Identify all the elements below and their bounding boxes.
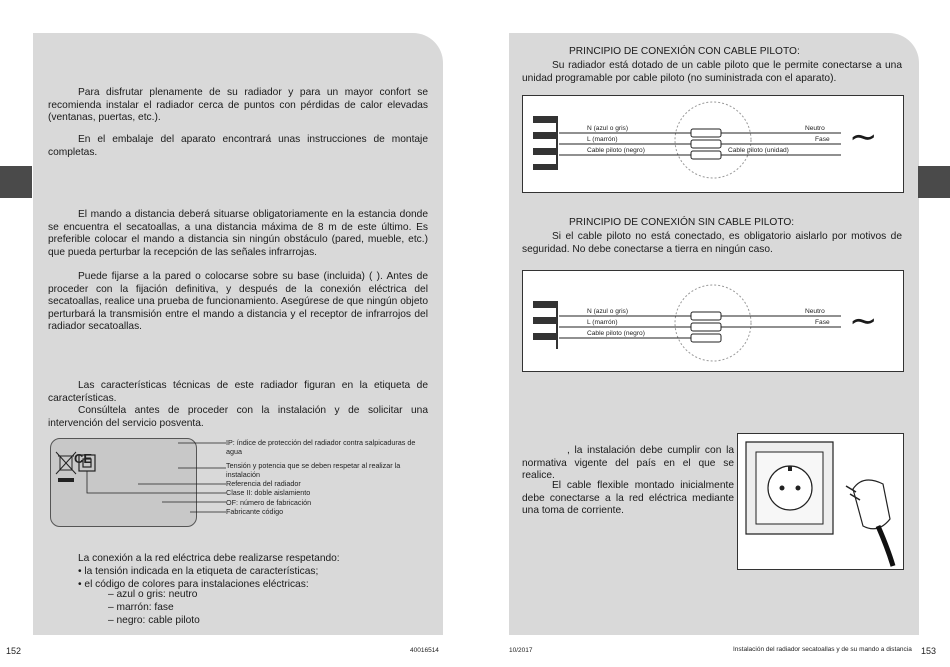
paragraph-flexible-cable: El cable flexible montado inicialmente debe conectarse a la red eléctrica mediante una toma de corriente.	[522, 480, 734, 517]
radiator-icon	[533, 116, 557, 170]
heading-without-pilot: PRINCIPIO DE CONEXIÓN SIN CABLE PILOTO:	[569, 217, 795, 228]
diagram1-label-neutral-wire: N (azul o gris)	[587, 125, 629, 132]
ac-source-icon: ∼	[849, 302, 878, 340]
diagram1-label-pilot-unit: Cable piloto (unidad)	[728, 147, 789, 154]
page-number-left: 152	[6, 646, 22, 656]
paragraph-regulations: , la instalación debe cumplir con la normativa vigente del país en el que se realice.	[522, 445, 734, 482]
color-item-pilot: – negro: cable piloto	[108, 615, 200, 626]
label-leader-lines	[87, 443, 226, 512]
paragraph-specs-label: Las características técnicas de este radiador figuran en la etiqueta de características.	[48, 380, 428, 404]
terminal-blocks	[691, 312, 721, 342]
socket-plug-drawing	[738, 434, 903, 569]
diagram1-label-pilot-wire: Cable piloto (negro)	[587, 147, 645, 154]
color-item-phase: – marrón: fase	[108, 602, 174, 613]
legend-voltage-power: Tensión y potencia que se deben respetar al realizar la instalación	[226, 461, 401, 479]
diagram2-label-neutro: Neutro	[805, 308, 825, 315]
socket-plug-illustration	[737, 433, 904, 570]
wiring-diagram-without-pilot	[522, 270, 904, 372]
legend-of-number: OF: número de fabricación	[226, 498, 312, 507]
plug-icon	[846, 480, 893, 566]
color-item-neutral: – azul o gris: neutro	[108, 589, 198, 600]
heading-with-pilot: PRINCIPIO DE CONEXIÓN CON CABLE PILOTO:	[569, 46, 800, 57]
paragraph-without-pilot: Si el cable piloto no está conectado, es obligatorio aislarlo por motivos de seguridad. No debe conectarse a tierra en ningún caso.	[522, 231, 902, 255]
legend-ip: IP: índice de protección del radiador contra salpicaduras de agua	[226, 438, 416, 456]
diagram1-label-phase-wire: L (marrón)	[587, 136, 618, 143]
paragraph-packaging: En el embalaje del aparato encontrará unas instrucciones de montaje completas.	[48, 134, 428, 158]
terminal-blocks	[691, 129, 721, 159]
wiring-diagram-without-pilot-drawing	[523, 271, 903, 371]
diagram2-label-phase-wire: L (marrón)	[587, 319, 618, 326]
legend-class-ii: Clase II: doble aislamiento	[226, 488, 311, 497]
paragraph-placement: Para disfrutar plenamente de su radiador y para un mayor confort se recomienda instalar el radiador cerca de puntos con pérdidas de calor elevadas (ventanas, puertas, etc.).	[48, 87, 428, 124]
ac-source-icon: ∼	[849, 118, 878, 156]
weee-bin-icon	[56, 452, 76, 482]
diagram2-label-pilot-wire: Cable piloto (negro)	[587, 330, 645, 337]
footer-date: 10/2017	[509, 647, 533, 654]
page-number-right: 153	[921, 646, 937, 656]
diagram1-label-fase: Fase	[815, 136, 830, 143]
legend-manufacturer: Fabricante código	[226, 507, 284, 516]
diagram1-label-neutro: Neutro	[805, 125, 825, 132]
connection-item-voltage: • la tensión indicada en la etiqueta de características;	[78, 566, 319, 577]
radiator-icon	[533, 301, 557, 349]
legend-reference: Referencia del radiador	[226, 479, 301, 488]
left-section-tab	[0, 166, 32, 198]
connection-intro: La conexión a la red eléctrica debe realizarse respetando:	[78, 553, 340, 564]
diagram2-label-fase: Fase	[815, 319, 830, 326]
wall-socket-icon	[746, 442, 833, 534]
footer-code: 40016514	[410, 647, 439, 654]
ce-mark: CE	[74, 451, 93, 466]
paragraph-remote-mounting: Puede fijarse a la pared o colocarse sobre su base (incluida) ( ). Antes de proceder con la fijación definitiva, y después de la conexión eléctrica del secatoallas, realice una prueba de funcionamiento. Asegúrese de que ningún objeto perturbará la transmisión entre el mando a distancia y el receptor de infrarrojos del radiador secatoallas.	[48, 271, 428, 333]
wiring-diagram-with-pilot-drawing	[523, 96, 903, 192]
right-section-tab	[918, 166, 950, 198]
footer-title: Instalación del radiador secatoallas y de su mando a distancia	[733, 646, 912, 653]
paragraph-consult-label: Consúltela antes de proceder con la instalación y de solicitar una intervención del servicio posventa.	[48, 405, 428, 429]
diagram2-label-neutral-wire: N (azul o gris)	[587, 308, 629, 315]
connection-item-colors: • el código de colores para instalaciones eléctricas:	[78, 579, 309, 590]
paragraph-with-pilot: Su radiador está dotado de un cable piloto que le permite conectarse a una unidad programable por cable piloto (no suministrada con el aparato).	[522, 60, 902, 84]
paragraph-remote-location: El mando a distancia deberá situarse obligatoriamente en la estancia donde se encuentra el secatoallas, a una distancia máxima de 8 m de este último. Es preferible colocar el mando a distancia sin ningún obstáculo (pared, mueble, etc.) que pueda perturbar la recepción de las señales infrarrojas.	[48, 209, 428, 258]
wiring-diagram-with-pilot	[522, 95, 904, 193]
